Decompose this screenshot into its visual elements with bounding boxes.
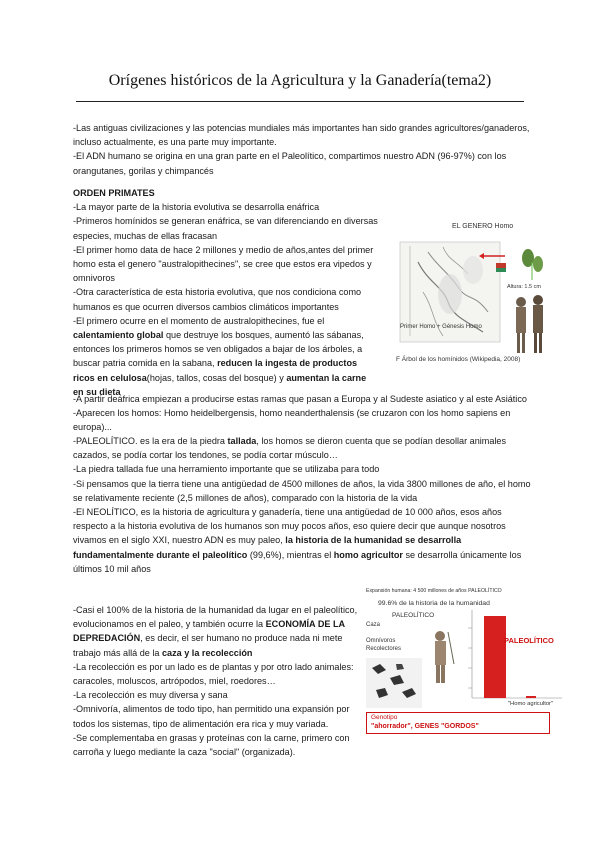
text-run: (hojas, tallos, cosas del bosque) y: [146, 372, 287, 383]
primates-line-1: -La mayor parte de la historia evolutiva se desarrolla enáfrica: [73, 202, 320, 213]
evolution-tree-diagram: [388, 232, 550, 366]
primates-line-4: -Otra característica de esta historia evolutiva, que nos condiciona como humanos es que ocurren diversos cambios climáticos importantes: [73, 287, 362, 312]
text-run: , los homos se dieron cuenta que se podían desollar animales cazados, se podía cortar los tendones, se podía cortar músculo…: [73, 436, 507, 461]
figure-title: EL GENERO Homo: [452, 223, 514, 230]
plant-illustration: [522, 249, 543, 280]
paleo-line-5: [73, 603, 369, 660]
paleolithic-bar: [484, 616, 506, 698]
genotype-title: Genotipo: [371, 714, 398, 721]
primates-line-5: [73, 314, 378, 399]
bold-term: calentamiento global: [73, 330, 164, 341]
paleo-line-4: [73, 505, 535, 576]
primates-line-6: -A partir deáfrica empiezan a producirse estas ramas que pasan a Europa y al Sudeste asiatico y al este Asiático: [73, 394, 527, 404]
tree-legend: Primer Homo + Génesis Homo: [400, 324, 482, 330]
text-run: (99,6%), mientras el: [247, 549, 334, 560]
primates-heading: ORDEN PRIMATES: [73, 188, 155, 198]
intro-block: [73, 121, 533, 178]
bold-term: ECONOMÍA DE LA DEPREDACIÓN: [73, 619, 345, 644]
primates-line-2: -Primeros homínidos se generan enáfrica, se van diferenciando en diversas especies, muchas de ellas fracasan: [73, 216, 378, 241]
bar-label: PALEOLÍTICO: [504, 636, 554, 645]
paleo-line-3: -Si pensamos que la tierra tiene una antigüedad de 4500 millones de años, la vida 3800 millones de año, el homo se relativamente reciente (2,5 millones de años), comparado con la historia de la vida: [73, 478, 531, 503]
page-title: Orígenes históricos de la Agricultura y la Ganadería(tema2): [108, 72, 492, 89]
genotype-text: "ahorrador", GENES "GORDOS": [371, 723, 479, 730]
title-underline: [76, 101, 524, 102]
figure2-line-b: 99.6% de la historia de la humanidad: [378, 600, 490, 607]
primates-line-7: -Aparecen los homos: Homo heidelbergensis, homo neanderthalensis (se cruzaron con los homo sapiens en europa)...: [73, 408, 511, 433]
cave-painting-illustration: [366, 658, 422, 708]
omnivoros-label: Omnívoros: [366, 638, 396, 644]
caza-label: Caza: [366, 622, 381, 628]
bold-term: homo agricultor: [333, 549, 403, 560]
text-run: , es decir, el ser humano no produce nada ni mete trabajo más allá de la: [73, 633, 343, 658]
primates-block: [73, 186, 378, 399]
text-run: -Casi el 100% de la historia de la humanidad da lugar en el paleolítico, evolucionamos en el paleo, y también ocurre la: [73, 605, 358, 630]
paleolitico-block: [73, 434, 535, 576]
bold-term: tallada: [227, 436, 257, 446]
hominid-figures: [516, 295, 543, 353]
paleo-line-9: -Se complementaba en grasas y proteínas con la carne, primero con carroña y luego mediante la caza "social" (organizada).: [73, 732, 350, 758]
figure2-header: Expansión humana: 4 500 millones de años PALEOLÍTICO: [366, 588, 502, 594]
plant-label: Altura: 1.5 cm: [507, 284, 541, 290]
paleo-line-8: -Omnivoría, alimentos de todo tipo, han permitido una expansión por todos los sistemas, tipo de alimentación era rica y muy variada.: [73, 704, 350, 729]
text-run: -PALEOLÍTICO. es la era de la piedra: [73, 436, 228, 446]
paleo-line-7: -La recolección es muy diversa y sana: [73, 690, 228, 701]
bold-term: la historia de la humanidad se desarrolla fundamentalmente durante el paleolítico: [73, 535, 462, 560]
axis-label: "Homo agricultor": [508, 701, 554, 707]
intro-paragraph-1: -Las antiguas civilizaciones y las potencias mundiales más importantes han sido grandes agricultores/ganaderos, incluso actualmente, es una parte muy importante.: [73, 123, 530, 148]
hunter-figure: [435, 631, 454, 683]
genotype-box: [366, 712, 550, 734]
text-run: -El primero ocurre en el momento de australopithecines, fue el: [73, 315, 325, 326]
recolectores-label: Recolectores: [366, 646, 402, 652]
paleolithic-figure: [362, 588, 566, 738]
paleolitico-block-narrow: [73, 603, 369, 759]
text-run: que destruye los bosques, aumentó las sábanas, entonces los primeros homos se ven obligados a bajar de los árboles, a buscar patria comida en la sabana,: [73, 330, 364, 369]
paleo-line-6: -La recolección es por un lado es de plantas y por otro lado animales: caracoles, moluscos, artrópodos, miel, roedores…: [73, 661, 354, 687]
figure2-line-c: PALEOLÍTICO: [392, 612, 435, 619]
bold-term: aumentan la carne en su dieta: [73, 372, 367, 397]
intro-paragraph-2: -El ADN humano se origina en una gran parte en el Paleolítico, compartimos nuestro ADN (96-97%) con los orangutanes, gorilas y chimpancés: [73, 151, 507, 176]
genus-homo-figure: [388, 223, 550, 366]
figure-caption: F Árbol de los homínidos (Wikipedia, 2008): [396, 356, 521, 363]
agricultor-bar: [526, 696, 536, 698]
paleo-line-2: -La piedra tallada fue una herramiento importante que se utilizaba para todo: [73, 464, 380, 475]
text-run: se desarrolla únicamente los últimos 10 mil años: [73, 549, 522, 574]
primates-block-wide: [73, 392, 533, 435]
bold-term: reducen la ingesta de productos ricos en celulosa: [73, 358, 358, 383]
paleo-line-1: [73, 434, 535, 462]
primates-line-3: -El primer homo data de hace 2 millones y medio de años,antes del primer homo esta el genero "australopithecines", se cree que estos era vipedos y omnivoros: [73, 244, 374, 284]
text-run: -El NEOLÍTICO, es la historia de agricultura y ganadería, tiene una antigüedad de 10 000 años, esos años respecto a la historia evolutiva de los humanos son muy pocos años, eso quiere decir que aunque nosotros vivamos en el siglo XXI, nuestro ADN es muy paleo,: [73, 507, 506, 546]
bold-term: caza y la recolección: [161, 647, 253, 658]
